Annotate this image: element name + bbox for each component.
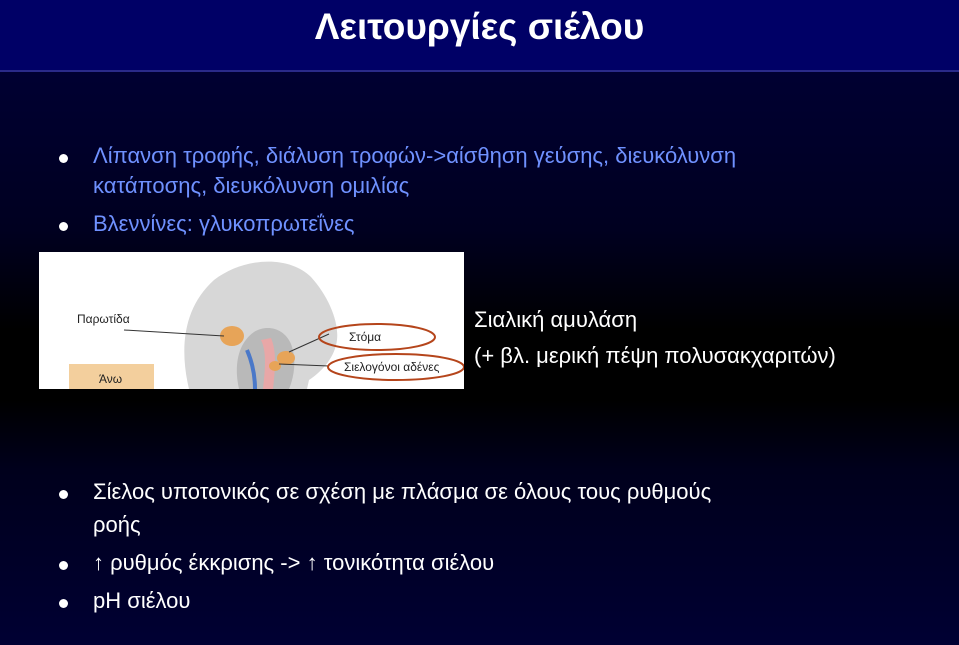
- label-parotid: Παρωτίδα: [77, 312, 130, 326]
- salivary-glands-figure: [39, 252, 464, 389]
- label-mouth: Στόμα: [349, 330, 382, 344]
- tonicity-text: τονικότητα σιέλου: [323, 550, 495, 575]
- bullet-marker: [59, 561, 68, 570]
- bullet-text-hypotonic-line1: Σίελος υποτονικός σε σχέση με πλάσμα σε όλους τους ρυθμούς: [93, 479, 712, 504]
- amylase-title: Σιαλική αμυλάση: [474, 307, 638, 332]
- bullet-marker: [59, 599, 68, 608]
- bullet-text-hypotonic-line2: ροής: [93, 512, 141, 537]
- bullet-text-functions-line1: Λίπανση τροφής, διάλυση τροφών->αίσθηση γεύσης, διευκόλυνση: [93, 143, 737, 168]
- submandibular-gland-shape: [269, 361, 281, 371]
- bullet-marker: [59, 222, 68, 231]
- bullet-marker: [59, 154, 68, 163]
- bullet-text-mucins: Βλεννίνες: γλυκοπρωτεΐνες: [93, 211, 355, 236]
- secretion-rate-text: ρυθμός έκκρισης ->: [110, 550, 301, 575]
- title-bar: [0, 0, 959, 72]
- label-salivary-glands: Σιελογόνοι αδένες: [344, 360, 440, 374]
- slide-title: Λειτουργίες σιέλου: [314, 6, 645, 47]
- up-arrow-icon: ↑: [306, 550, 318, 575]
- label-upper: Άνω: [99, 372, 123, 386]
- up-arrow-icon: ↑: [93, 550, 104, 575]
- bullet-marker: [59, 490, 68, 499]
- bullet-text-ph: pH σιέλου: [93, 588, 191, 613]
- amylase-note: (+ βλ. μερική πέψη πολυσακχαριτών): [474, 343, 836, 368]
- bullet-text-secretion-rate: [93, 548, 494, 577]
- bullet-text-functions-line2: κατάποσης, διευκόλυνση ομιλίας: [93, 173, 410, 198]
